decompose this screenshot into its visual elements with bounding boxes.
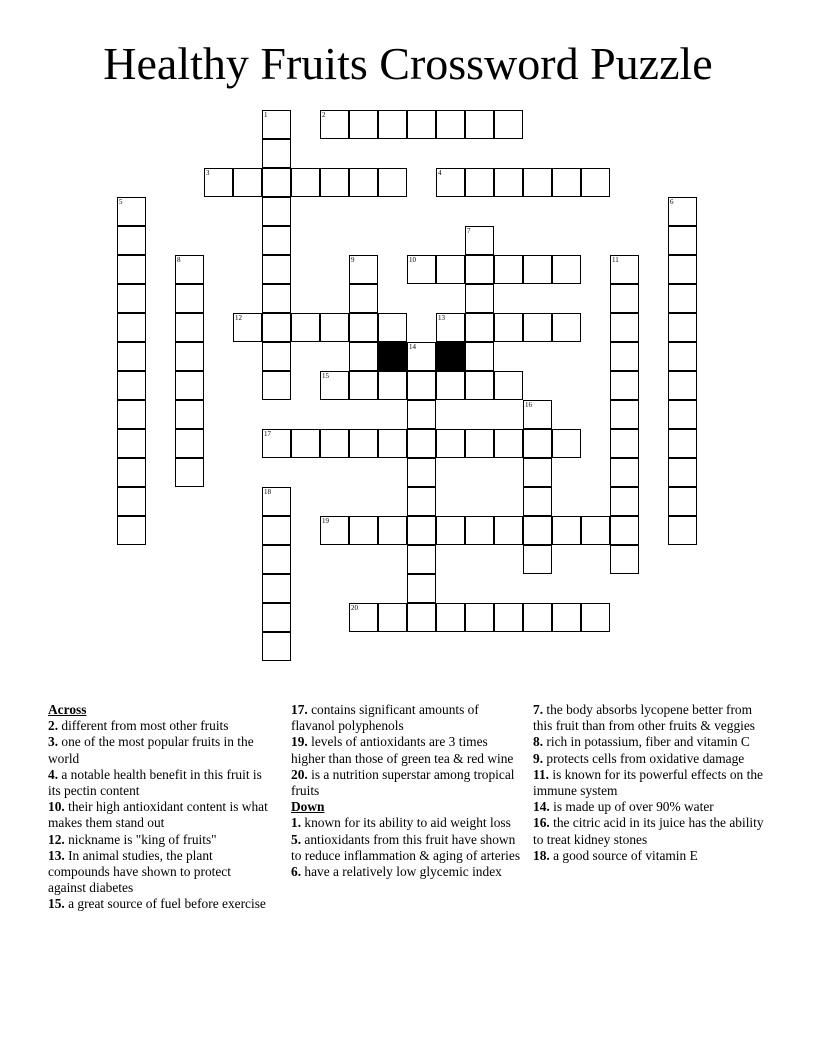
grid-cell[interactable] (204, 168, 233, 197)
grid-cell[interactable] (117, 487, 146, 516)
grid-cell[interactable] (465, 371, 494, 400)
grid-cell[interactable] (436, 516, 465, 545)
grid-cell[interactable] (117, 371, 146, 400)
clue-text: In animal studies, the plant compounds have shown to protect against diabetes (48, 847, 231, 896)
clue-number: 10 (409, 256, 416, 264)
clue-number: 2 (322, 111, 326, 119)
clue-number: 12 (235, 314, 242, 322)
clue-text: rich in potassium, fiber and vitamin C (543, 734, 750, 750)
clue-number-label: 10. (48, 799, 65, 815)
grid-cell[interactable] (523, 400, 552, 429)
clue-number: 8 (177, 256, 181, 264)
grid-cell[interactable] (668, 516, 697, 545)
clue-number: 3 (206, 169, 210, 177)
grid-cell[interactable] (610, 429, 639, 458)
grid-cell[interactable] (262, 255, 291, 284)
grid-cell[interactable] (349, 255, 378, 284)
clue-number: 14 (409, 343, 416, 351)
grid-cell[interactable] (378, 168, 407, 197)
grid-cell[interactable] (436, 371, 465, 400)
grid-cell[interactable] (378, 603, 407, 632)
mixed-clues-column (291, 702, 523, 880)
clue-number: 6 (670, 198, 674, 206)
clue-text: is a nutrition superstar among tropical fruits (291, 766, 515, 799)
grid-cell[interactable] (668, 255, 697, 284)
grid-cell[interactable] (523, 313, 552, 342)
clue-text: contains significant amounts of flavanol polyphenols (291, 702, 479, 734)
grid-cell[interactable] (494, 371, 523, 400)
grid-cell[interactable] (494, 255, 523, 284)
clue-number: 19 (322, 517, 329, 525)
page-title: Healthy Fruits Crossword Puzzle (103, 38, 713, 89)
grid-cell[interactable] (262, 342, 291, 371)
clue-item (533, 734, 773, 750)
grid-cell[interactable] (262, 313, 291, 342)
clue-number: 5 (119, 198, 123, 206)
clue-item (291, 864, 523, 880)
clue-text: one of the most popular fruits in the world (48, 734, 254, 766)
grid-cell[interactable] (610, 255, 639, 284)
grid-cell[interactable] (175, 400, 204, 429)
grid-cell[interactable] (117, 400, 146, 429)
grid-cell[interactable] (610, 371, 639, 400)
grid-cell[interactable] (523, 603, 552, 632)
clue-number-label: 2. (48, 718, 59, 734)
grid-cell[interactable] (465, 284, 494, 313)
grid-cell[interactable] (668, 284, 697, 313)
clue-number-label: 5. (291, 831, 302, 847)
grid-cell[interactable] (349, 603, 378, 632)
clue-text: the body absorbs lycopene better from this fruit than from other fruits & veggies (533, 702, 756, 734)
clue-number: 11 (612, 256, 619, 264)
grid-cell[interactable] (262, 139, 291, 168)
grid-cell[interactable] (320, 516, 349, 545)
clue-text: is known for its powerful effects on the immune system (533, 766, 763, 799)
clue-item (48, 718, 270, 734)
grid-cell[interactable] (668, 226, 697, 255)
clue-item (533, 848, 773, 864)
clue-text: have a relatively low glycemic index (301, 864, 502, 880)
clue-text: nickname is "king of fruits" (64, 831, 217, 847)
grid-cell[interactable] (494, 516, 523, 545)
grid-cell[interactable] (175, 371, 204, 400)
grid-cell[interactable] (465, 516, 494, 545)
grid-cell[interactable] (262, 110, 291, 139)
grid-cell[interactable] (436, 429, 465, 458)
grid-cell[interactable] (320, 429, 349, 458)
clue-text: their high antioxidant content is what makes them stand out (48, 799, 268, 831)
clue-number: 4 (438, 169, 442, 177)
grid-cell[interactable] (465, 168, 494, 197)
black-cell (436, 342, 465, 371)
grid-cell[interactable] (175, 342, 204, 371)
grid-cell[interactable] (581, 603, 610, 632)
grid-cell[interactable] (349, 371, 378, 400)
clue-item (533, 702, 773, 734)
grid-cell[interactable] (349, 429, 378, 458)
grid-cell[interactable] (552, 603, 581, 632)
grid-cell[interactable] (465, 110, 494, 139)
grid-cell[interactable] (523, 255, 552, 284)
grid-cell[interactable] (465, 429, 494, 458)
grid-cell[interactable] (262, 371, 291, 400)
clue-number-label: 18. (533, 847, 550, 863)
grid-cell[interactable] (262, 487, 291, 516)
clue-number-label: 6. (291, 864, 302, 880)
grid-cell[interactable] (523, 487, 552, 516)
grid-cell[interactable] (291, 313, 320, 342)
grid-cell[interactable] (262, 429, 291, 458)
clue-number-label: 1. (291, 815, 302, 831)
grid-cell[interactable] (117, 516, 146, 545)
clue-text: antioxidants from this fruit have shown to reduce inflammation & aging of arteries (291, 831, 521, 863)
clue-item (48, 799, 270, 831)
clue-number-label: 3. (48, 734, 59, 750)
black-cell (378, 342, 407, 371)
grid-cell[interactable] (407, 545, 436, 574)
grid-cell[interactable] (610, 487, 639, 516)
grid-cell[interactable] (523, 429, 552, 458)
grid-cell[interactable] (233, 168, 262, 197)
clue-number-label: 13. (48, 847, 65, 863)
grid-cell[interactable] (349, 313, 378, 342)
grid-cell[interactable] (494, 168, 523, 197)
clue-item (48, 767, 270, 799)
clue-item (291, 767, 523, 799)
grid-cell[interactable] (668, 313, 697, 342)
grid-cell[interactable] (610, 284, 639, 313)
grid-cell[interactable] (465, 342, 494, 371)
grid-cell[interactable] (436, 168, 465, 197)
grid-cell[interactable] (378, 516, 407, 545)
clue-number: 17 (264, 430, 271, 438)
grid-cell[interactable] (465, 226, 494, 255)
grid-cell[interactable] (407, 400, 436, 429)
grid-cell[interactable] (552, 255, 581, 284)
grid-cell[interactable] (465, 603, 494, 632)
grid-cell[interactable] (436, 255, 465, 284)
down-heading: Down (291, 799, 325, 815)
grid-cell[interactable] (175, 255, 204, 284)
grid-cell[interactable] (407, 487, 436, 516)
clue-item (533, 767, 773, 799)
grid-cell[interactable] (523, 545, 552, 574)
grid-cell[interactable] (552, 313, 581, 342)
clue-number-label: 14. (533, 799, 550, 815)
clue-number-label: 17. (291, 702, 308, 717)
grid-cell[interactable] (262, 545, 291, 574)
grid-cell[interactable] (465, 313, 494, 342)
grid-cell[interactable] (407, 458, 436, 487)
grid-cell[interactable] (610, 545, 639, 574)
grid-cell[interactable] (407, 255, 436, 284)
grid-cell[interactable] (407, 574, 436, 603)
grid-cell[interactable] (494, 429, 523, 458)
grid-cell[interactable] (378, 313, 407, 342)
grid-cell[interactable] (494, 110, 523, 139)
grid-cell[interactable] (349, 168, 378, 197)
grid-cell[interactable] (407, 342, 436, 371)
grid-cell[interactable] (610, 313, 639, 342)
grid-cell[interactable] (378, 110, 407, 139)
grid-cell[interactable] (320, 371, 349, 400)
grid-cell[interactable] (175, 429, 204, 458)
clue-item (291, 734, 523, 766)
grid-cell[interactable] (465, 255, 494, 284)
clue-number-label: 9. (533, 750, 544, 766)
clue-item (291, 815, 523, 831)
clue-number: 7 (467, 227, 471, 235)
clue-number-label: 7. (533, 702, 544, 717)
grid-cell[interactable] (668, 458, 697, 487)
clue-number-label: 11. (533, 766, 549, 782)
grid-cell[interactable] (117, 429, 146, 458)
clue-item (533, 799, 773, 815)
grid-cell[interactable] (262, 632, 291, 661)
across-clues-column (48, 702, 270, 913)
clue-number: 9 (351, 256, 355, 264)
grid-cell[interactable] (668, 342, 697, 371)
grid-cell[interactable] (552, 168, 581, 197)
grid-cell[interactable] (581, 168, 610, 197)
grid-cell[interactable] (117, 313, 146, 342)
grid-cell[interactable] (668, 371, 697, 400)
clue-text: known for its ability to aid weight loss (301, 815, 511, 831)
grid-cell[interactable] (523, 458, 552, 487)
grid-cell[interactable] (349, 284, 378, 313)
clue-text: a great source of fuel before exercise (64, 896, 266, 912)
across-heading: Across (48, 702, 87, 717)
grid-cell[interactable] (407, 429, 436, 458)
clue-number-label: 16. (533, 815, 550, 831)
clue-number-label: 4. (48, 766, 59, 782)
grid-cell[interactable] (262, 516, 291, 545)
grid-cell[interactable] (262, 284, 291, 313)
clue-item (533, 815, 773, 847)
grid-cell[interactable] (378, 371, 407, 400)
grid-cell[interactable] (494, 603, 523, 632)
grid-cell[interactable] (552, 516, 581, 545)
grid-cell[interactable] (233, 313, 262, 342)
grid-cell[interactable] (610, 400, 639, 429)
grid-cell[interactable] (523, 168, 552, 197)
clue-number-label: 20. (291, 766, 308, 782)
clue-item (48, 832, 270, 848)
grid-cell[interactable] (262, 574, 291, 603)
grid-cell[interactable] (436, 313, 465, 342)
grid-cell[interactable] (117, 284, 146, 313)
grid-cell[interactable] (668, 400, 697, 429)
clue-number: 1 (264, 111, 268, 119)
clue-text: protects cells from oxidative damage (543, 750, 745, 766)
down-clues-column (533, 702, 773, 864)
grid-cell[interactable] (320, 110, 349, 139)
clue-item (291, 832, 523, 864)
grid-cell[interactable] (407, 371, 436, 400)
clue-text: a notable health benefit in this fruit is its pectin content (48, 766, 262, 799)
grid-cell[interactable] (436, 110, 465, 139)
grid-cell[interactable] (291, 168, 320, 197)
grid-cell[interactable] (610, 516, 639, 545)
grid-cell[interactable] (407, 603, 436, 632)
grid-cell[interactable] (175, 458, 204, 487)
grid-cell[interactable] (610, 458, 639, 487)
grid-cell[interactable] (117, 342, 146, 371)
clue-text: is made up of over 90% water (549, 799, 714, 815)
grid-cell[interactable] (117, 226, 146, 255)
grid-cell[interactable] (262, 603, 291, 632)
clue-item (48, 848, 270, 897)
clue-item (48, 896, 270, 912)
grid-cell[interactable] (668, 487, 697, 516)
grid-cell[interactable] (407, 516, 436, 545)
clue-item (533, 751, 773, 767)
grid-cell[interactable] (262, 197, 291, 226)
clue-number: 15 (322, 372, 329, 380)
clue-number: 20 (351, 604, 358, 612)
grid-cell[interactable] (117, 458, 146, 487)
grid-cell[interactable] (581, 516, 610, 545)
grid-cell[interactable] (494, 313, 523, 342)
grid-cell[interactable] (262, 226, 291, 255)
grid-cell[interactable] (436, 603, 465, 632)
clue-number-label: 19. (291, 734, 308, 750)
clue-text: a good source of vitamin E (549, 847, 698, 863)
clue-number: 13 (438, 314, 445, 322)
grid-cell[interactable] (349, 516, 378, 545)
clue-number-label: 12. (48, 831, 65, 847)
clue-number: 16 (525, 401, 532, 409)
grid-cell[interactable] (175, 313, 204, 342)
grid-cell[interactable] (320, 168, 349, 197)
grid-cell[interactable] (175, 284, 204, 313)
grid-cell[interactable] (117, 197, 146, 226)
grid-cell[interactable] (378, 429, 407, 458)
grid-cell[interactable] (407, 110, 436, 139)
grid-cell[interactable] (320, 313, 349, 342)
grid-cell[interactable] (552, 429, 581, 458)
grid-cell[interactable] (610, 342, 639, 371)
grid-cell[interactable] (349, 342, 378, 371)
grid-cell[interactable] (349, 110, 378, 139)
grid-cell[interactable] (291, 429, 320, 458)
grid-cell[interactable] (668, 429, 697, 458)
grid-cell[interactable] (668, 197, 697, 226)
clue-number: 18 (264, 488, 271, 496)
clue-text: different from most other fruits (58, 718, 229, 734)
clue-item (291, 702, 523, 734)
clue-number-label: 15. (48, 896, 65, 912)
clue-text: levels of antioxidants are 3 times higher than those of green tea & red wine (291, 734, 514, 766)
clue-text: the citric acid in its juice has the ability to treat kidney stones (533, 815, 764, 847)
grid-cell[interactable] (117, 255, 146, 284)
clue-item (48, 734, 270, 766)
grid-cell[interactable] (523, 516, 552, 545)
clue-number-label: 8. (533, 734, 544, 750)
grid-cell[interactable] (262, 168, 291, 197)
